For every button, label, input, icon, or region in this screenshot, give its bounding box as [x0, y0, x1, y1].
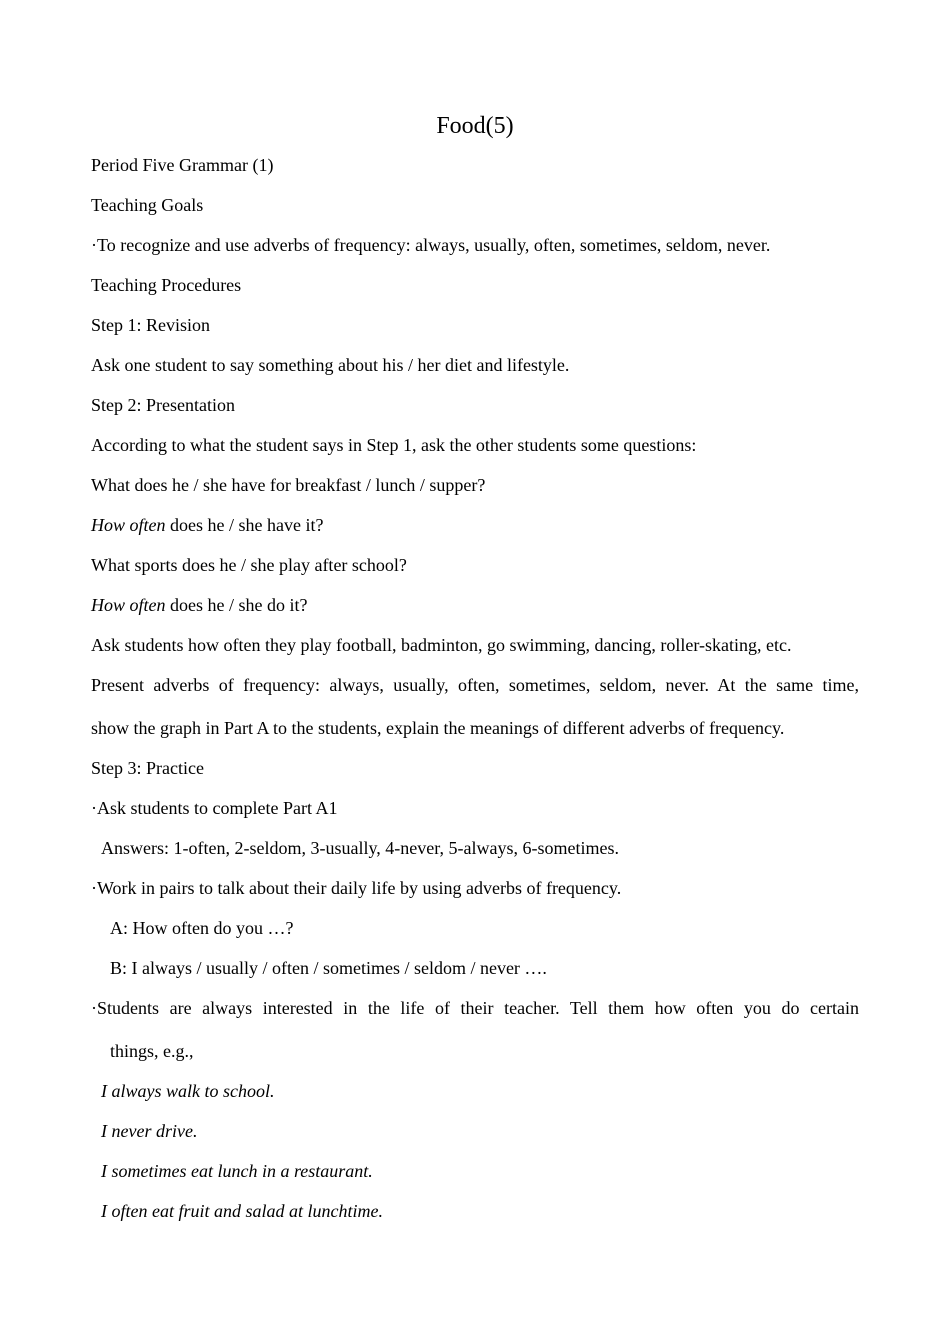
how-often-italic: How often	[91, 595, 166, 615]
question-how-often-have	[91, 514, 859, 536]
question-sports: What sports does he / she play after school?	[91, 555, 407, 575]
example-italic: I always walk to school.	[101, 1081, 275, 1101]
goal-item: ·To recognize and use adverbs of frequency: always, usually, often, sometimes, seldom, never.	[91, 235, 771, 255]
step1-text: Ask one student to say something about his / her diet and lifestyle.	[91, 355, 570, 375]
example-sentence	[101, 1160, 869, 1182]
step1-heading: Step 1: Revision	[91, 315, 211, 335]
bullet-teacher-line2: things, e.g.,	[110, 1041, 194, 1061]
present-text-line2: show the graph in Part A to the students, explain the meanings of different adverbs of frequency.	[91, 718, 785, 738]
question-breakfast: What does he / she have for breakfast / lunch / supper?	[91, 475, 486, 495]
question-rest: does he / she do it?	[165, 595, 308, 615]
step2-heading: Step 2: Presentation	[91, 395, 235, 415]
bullet-part-a1: ·Ask students to complete Part A1	[91, 798, 338, 818]
dialog-b: B: I always / usually / often / sometimes / seldom / never ….	[110, 958, 547, 978]
period-line: Period Five Grammar (1)	[91, 155, 274, 175]
step3-heading: Step 3: Practice	[91, 758, 204, 778]
step2-text: According to what the student says in Step 1, ask the other students some questions:	[91, 435, 697, 455]
example-sentence	[101, 1120, 869, 1142]
answers-line: Answers: 1-often, 2-seldom, 3-usually, 4-never, 5-always, 6-sometimes.	[101, 838, 619, 858]
example-sentence	[101, 1080, 869, 1102]
question-rest: does he / she have it?	[165, 515, 324, 535]
example-italic: I sometimes eat lunch in a restaurant.	[101, 1161, 373, 1181]
bullet-pairs: ·Work in pairs to talk about their daily life by using adverbs of frequency.	[91, 878, 622, 898]
present-text-line1: Present adverbs of frequency: always, usually, often, sometimes, seldom, never. At the same time,	[91, 675, 859, 695]
bullet-teacher-line1: ·Students are always interested in the life of their teacher. Tell them how often you do certain	[91, 998, 859, 1018]
teaching-procedures-heading: Teaching Procedures	[91, 275, 242, 295]
example-sentence	[101, 1200, 869, 1222]
how-often-italic: How often	[91, 515, 166, 535]
question-how-often-do	[91, 594, 859, 616]
document-title: Food(5)	[436, 113, 514, 139]
example-italic: I often eat fruit and salad at lunchtime.	[101, 1201, 383, 1221]
ask-students-text: Ask students how often they play football, badminton, go swimming, dancing, roller-skating, etc.	[91, 635, 792, 655]
teaching-goals-heading: Teaching Goals	[91, 195, 204, 215]
example-italic: I never drive.	[101, 1121, 198, 1141]
dialog-a: A: How often do you …?	[110, 918, 294, 938]
